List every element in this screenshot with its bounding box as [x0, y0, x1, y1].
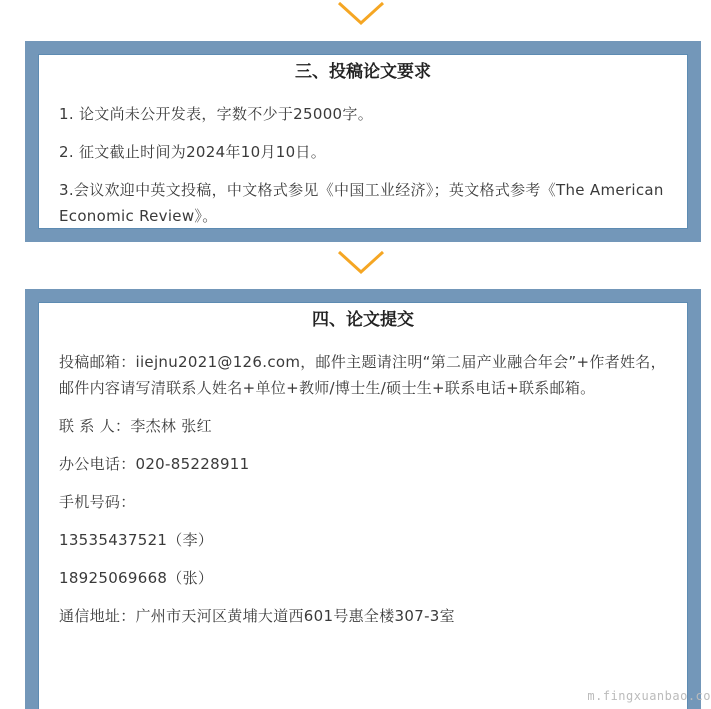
submission-email-text: 投稿邮箱：iiejnu2021@126.com，邮件主题请注明“第二届产业融合年会”+作者姓名，邮件内容请写清联系人姓名+单位+教师/博士生/硕士生+联系电话+联系邮箱。	[59, 353, 666, 397]
section-submission-panel	[25, 289, 701, 709]
requirement-item-2: 2. 征文截止时间为2024年10月10日。	[59, 143, 327, 161]
section-submission-content	[38, 302, 688, 709]
contact-person: 联 系 人：李杰林 张红	[59, 417, 212, 435]
mobile-label: 手机号码：	[59, 493, 136, 511]
requirement-item-1: 1. 论文尚未公开发表，字数不少于25000字。	[59, 105, 373, 123]
chevron-down-icon	[336, 0, 386, 26]
mobile-number-1: 13535437521（李）	[59, 531, 214, 549]
office-phone: 办公电话：020-85228911	[59, 455, 250, 473]
mailing-address: 通信地址：广州市天河区黄埔大道西601号惠全楼307-3室	[59, 607, 455, 625]
section-title: 三、投稿论文要求	[295, 62, 431, 82]
mobile-number-2: 18925069668（张）	[59, 569, 214, 587]
requirement-item-3: 3.会议欢迎中英文投稿，中文格式参见《中国工业经济》；英文格式参考《The American Economic Review》。	[59, 181, 664, 225]
section-requirements-content	[38, 54, 688, 229]
chevron-down-icon	[336, 249, 386, 275]
watermark: m.fingxuanbao.co	[587, 689, 711, 703]
section-requirements-panel	[25, 41, 701, 242]
section-title: 四、论文提交	[312, 310, 414, 330]
